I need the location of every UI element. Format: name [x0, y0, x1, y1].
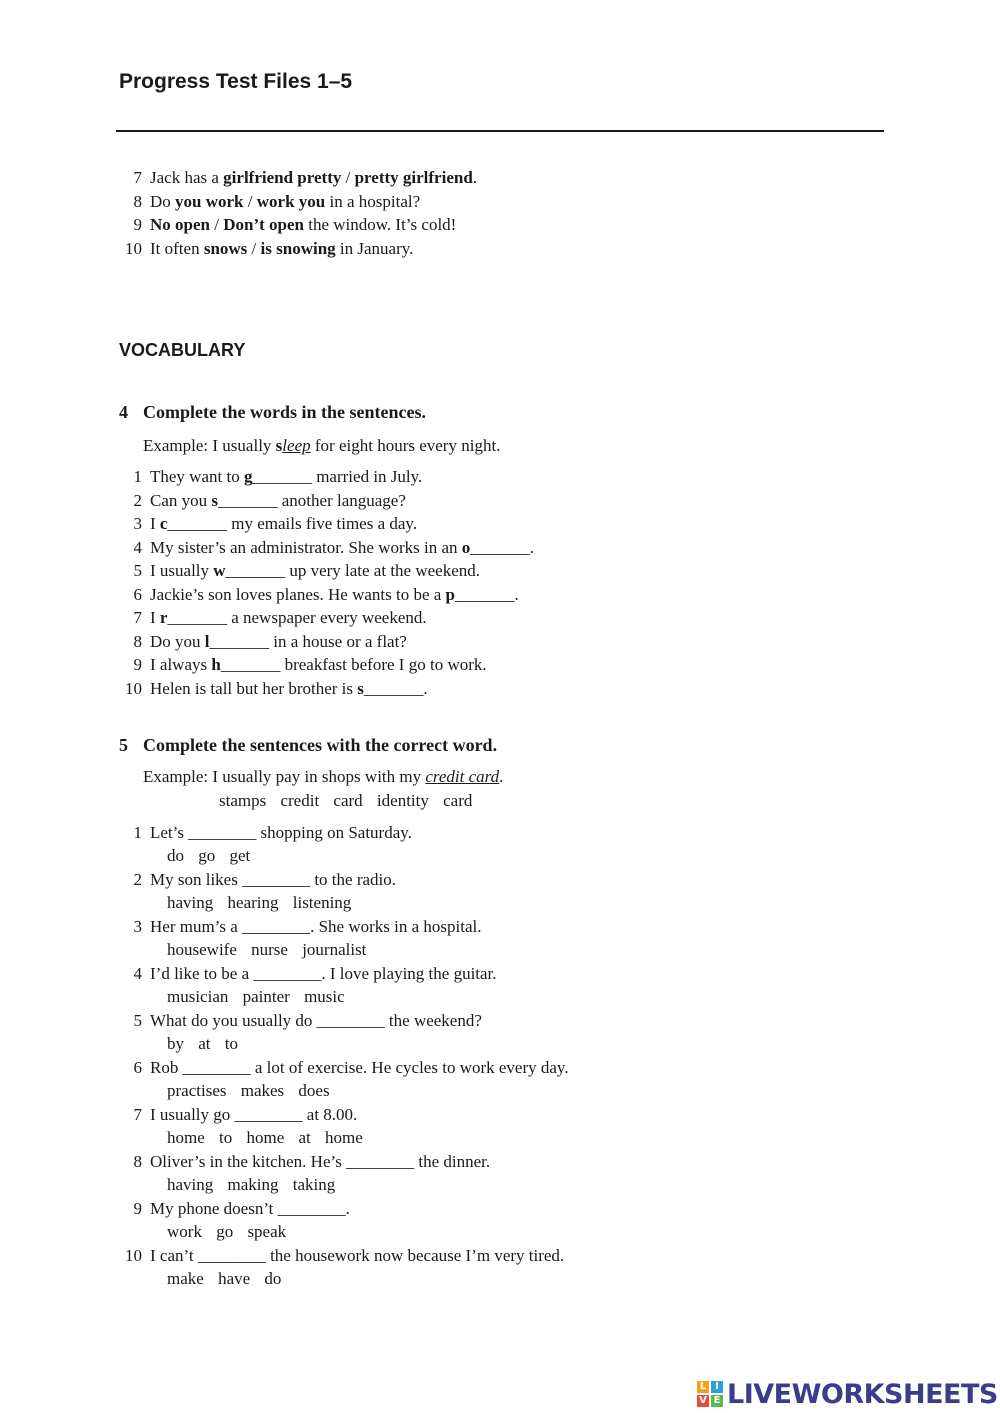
section-heading-vocabulary: VOCABULARY: [119, 340, 246, 360]
item-sentence: [150, 678, 428, 700]
answer-blank[interactable]: _______ my emails five times a day.: [167, 514, 418, 533]
sentence-text: /: [243, 191, 257, 211]
answer-sentence[interactable]: Let’s ________ shopping on Saturday.: [150, 823, 412, 842]
word-options[interactable]: having making taking: [167, 1175, 336, 1194]
item-number: 3: [133, 514, 142, 533]
word-options[interactable]: work go speak: [167, 1222, 287, 1241]
example-answer: leep: [282, 436, 311, 455]
sentence-text: Do you: [150, 631, 205, 651]
answer-blank[interactable]: _______ breakfast before I go to work.: [220, 655, 487, 674]
item-number: 6: [133, 1058, 142, 1077]
answer-sentence[interactable]: Rob ________ a lot of exercise. He cycles to work every day.: [150, 1058, 569, 1077]
word-options[interactable]: by at to: [167, 1034, 238, 1053]
sentence-text: the window. It’s cold!: [303, 215, 457, 234]
first-letter: o: [461, 537, 471, 557]
sentence-text: Jack has a: [150, 168, 224, 187]
item-number: 4: [133, 964, 142, 983]
sentence-text: Helen is tall but her brother is: [150, 678, 358, 698]
item-number: 6: [133, 584, 142, 604]
item-number: 1: [133, 467, 142, 486]
answer-sentence[interactable]: Her mum’s a ________. She works in a hospital.: [150, 917, 482, 936]
item-sentence: [150, 537, 534, 559]
sentence-text: .: [472, 168, 478, 187]
answer-blank[interactable]: _______ up very late at the weekend.: [225, 561, 481, 580]
answer-blank[interactable]: _______.: [363, 678, 428, 698]
sentence-text: I usually: [150, 561, 214, 580]
item-number: 10: [125, 238, 142, 258]
example-answer: credit card: [425, 767, 500, 786]
sentence-text: I always: [150, 655, 212, 674]
sentence-text: It often: [150, 238, 204, 258]
first-letter: p: [445, 584, 456, 604]
first-letter: w: [213, 561, 226, 580]
item-sentence: [150, 214, 456, 236]
item-sentence: [150, 167, 477, 189]
item-number: 1: [133, 823, 142, 842]
answer-sentence[interactable]: What do you usually do ________ the weekend?: [150, 1011, 482, 1030]
exercise-instruction: Complete the sentences with the correct word.: [143, 735, 498, 755]
liveworksheets-logo: [697, 1378, 998, 1410]
word-options[interactable]: having hearing listening: [167, 893, 352, 912]
item-sentence: [150, 654, 487, 676]
first-letter: s: [357, 678, 364, 698]
answer-blank[interactable]: _______ married in July.: [252, 467, 423, 486]
logo-text: LIVEWORKSHEETS: [727, 1378, 998, 1410]
sentence-text: /: [209, 215, 224, 234]
answer-sentence[interactable]: My son likes ________ to the radio.: [150, 870, 397, 889]
exercise-5-example-options: stamps credit card identity card: [219, 791, 473, 810]
example-text: Example: I usually pay in shops with my: [143, 767, 426, 786]
answer-blank[interactable]: _______ in a house or a flat?: [209, 631, 407, 651]
sentence-text: I: [150, 514, 160, 533]
item-number: 5: [133, 561, 142, 580]
logo-tile: V: [697, 1395, 709, 1407]
choice-option[interactable]: Don’t open: [223, 215, 304, 234]
item-sentence: [150, 584, 519, 606]
item-number: 9: [133, 655, 142, 674]
item-number: 2: [133, 870, 142, 889]
sentence-text: I: [150, 608, 160, 627]
first-letter: g: [243, 467, 253, 486]
item-number: 7: [133, 608, 142, 627]
exercise-4-title: [119, 402, 426, 423]
example-text: .: [499, 767, 504, 786]
exercise-4-example: [143, 436, 500, 456]
item-number: 8: [133, 631, 142, 651]
sentence-text: /: [341, 168, 355, 187]
example-first-letter: s: [275, 436, 283, 455]
answer-sentence[interactable]: Oliver’s in the kitchen. He’s ________ the dinner.: [150, 1152, 491, 1171]
choice-option[interactable]: is snowing: [260, 238, 336, 258]
word-options[interactable]: make have do: [167, 1269, 282, 1288]
example-text: Example: I usually: [143, 436, 276, 455]
item-sentence: [150, 191, 420, 213]
answer-sentence[interactable]: I can’t ________ the housework now because I’m very tired.: [150, 1246, 565, 1265]
word-options[interactable]: do go get: [167, 846, 251, 865]
answer-sentence[interactable]: I usually go ________ at 8.00.: [150, 1105, 358, 1124]
item-number: 4: [133, 537, 142, 557]
exercise-5-title: [119, 735, 497, 756]
choice-option[interactable]: you work: [175, 191, 244, 211]
item-number: 2: [133, 490, 142, 510]
item-sentence: [150, 631, 407, 653]
exercise-number: 5: [119, 735, 128, 755]
item-number: 7: [133, 168, 142, 187]
choice-option[interactable]: pretty girlfriend: [354, 168, 473, 187]
word-options[interactable]: home to home at home: [167, 1128, 363, 1147]
exercise-instruction: Complete the words in the sentences.: [143, 402, 426, 422]
word-options[interactable]: musician painter music: [167, 987, 345, 1006]
sentence-text: in January.: [335, 238, 414, 258]
choice-option[interactable]: No open: [150, 215, 210, 234]
item-sentence: [150, 490, 406, 512]
sentence-text: Can you: [150, 490, 212, 510]
answer-blank[interactable]: _______.: [455, 584, 519, 604]
first-letter: h: [211, 655, 221, 674]
item-number: 10: [125, 678, 142, 698]
sentence-text: My sister’s an administrator. She works in an: [150, 537, 462, 557]
sentence-text: Jackie’s son loves planes. He wants to be a: [150, 584, 446, 604]
item-number: 8: [133, 1152, 142, 1171]
item-number: 9: [133, 215, 142, 234]
item-sentence: [150, 513, 417, 535]
sentence-text: They want to: [150, 467, 244, 486]
word-options[interactable]: housewife nurse journalist: [167, 940, 367, 959]
answer-blank[interactable]: _______ another language?: [218, 490, 406, 510]
first-letter: l: [204, 631, 210, 651]
logo-tile: E: [711, 1395, 723, 1407]
exercise-5-example: [143, 767, 503, 787]
first-letter: s: [211, 490, 219, 510]
choice-option[interactable]: work you: [256, 191, 326, 211]
item-number: 8: [133, 191, 142, 211]
item-sentence: [150, 607, 427, 629]
exercise-number: 4: [119, 402, 128, 422]
item-number: 9: [133, 1199, 142, 1218]
sentence-text: Do: [150, 191, 176, 211]
choice-option[interactable]: girlfriend pretty: [223, 168, 342, 187]
sentence-text: /: [247, 238, 261, 258]
header-rule: [116, 130, 884, 132]
item-number: 10: [125, 1246, 142, 1265]
answer-blank[interactable]: _______.: [470, 537, 535, 557]
item-sentence: [150, 560, 480, 582]
first-letter: c: [159, 514, 168, 533]
logo-tile: I: [711, 1381, 723, 1393]
item-number: 5: [133, 1011, 142, 1030]
item-sentence: [150, 238, 413, 260]
item-number: 7: [133, 1105, 142, 1124]
first-letter: r: [159, 608, 168, 627]
item-number: 3: [133, 917, 142, 936]
answer-sentence[interactable]: I’d like to be a ________. I love playing the guitar.: [150, 964, 497, 983]
answer-sentence[interactable]: My phone doesn’t ________.: [150, 1199, 350, 1218]
item-sentence: [150, 466, 422, 488]
word-options[interactable]: practises makes does: [167, 1081, 330, 1100]
logo-tile: L: [697, 1381, 709, 1393]
sentence-text: in a hospital?: [325, 191, 421, 211]
example-text: for eight hours every night.: [310, 436, 501, 455]
choice-option[interactable]: snows: [203, 238, 248, 258]
page-title: Progress Test Files 1–5: [119, 70, 353, 93]
answer-blank[interactable]: _______ a newspaper every weekend.: [167, 608, 427, 627]
logo-mark-icon: [697, 1381, 723, 1407]
